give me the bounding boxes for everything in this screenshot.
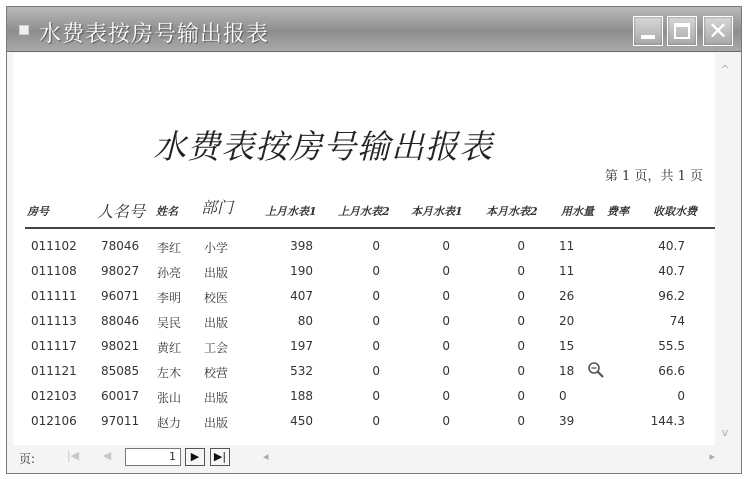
page-label: 页: xyxy=(19,452,36,466)
first-page-button[interactable]: |◀ xyxy=(66,449,80,462)
dept-cell: 出版 xyxy=(204,266,229,280)
person-id-cell: 78046 xyxy=(101,239,140,253)
dept-cell: 校医 xyxy=(204,291,229,305)
last-meter-1-cell: 80 xyxy=(297,314,313,328)
fee-cell: 144.3 xyxy=(650,414,685,428)
last-meter-2-cell: 0 xyxy=(372,289,380,303)
this-meter-1-cell: 0 xyxy=(442,339,450,353)
title-bar[interactable] xyxy=(7,7,741,52)
this-meter-1-cell: 0 xyxy=(442,389,450,403)
this-meter-1-cell: 0 xyxy=(442,264,450,278)
dept-cell: 校营 xyxy=(204,366,229,380)
last-meter-1-cell: 407 xyxy=(290,289,313,303)
scroll-up-icon[interactable]: ^ xyxy=(720,63,730,76)
room-cell: 012103 xyxy=(31,389,77,403)
fee-cell: 74 xyxy=(669,314,685,328)
this-meter-2-cell: 0 xyxy=(517,314,525,328)
room-cell: 011102 xyxy=(31,239,77,253)
name-cell: 赵力 xyxy=(157,416,182,430)
header-this-meter-1: 本月水表1 xyxy=(411,205,463,218)
name-cell: 李红 xyxy=(157,241,182,255)
usage-cell: 0 xyxy=(559,389,567,403)
header-rule xyxy=(25,227,715,229)
window-title: 水费表按房号输出报表 xyxy=(39,22,270,47)
this-meter-2-cell: 0 xyxy=(517,289,525,303)
last-meter-2-cell: 0 xyxy=(372,339,380,353)
report-rows xyxy=(13,235,715,435)
fee-cell: 40.7 xyxy=(658,239,685,253)
header-dept: 部门 xyxy=(201,198,234,217)
name-cell: 李明 xyxy=(157,291,182,305)
last-meter-1-cell: 398 xyxy=(290,239,313,253)
last-meter-1-cell: 188 xyxy=(290,389,313,403)
magnifier-icon xyxy=(587,361,605,379)
last-meter-2-cell: 0 xyxy=(372,389,380,403)
maximize-button[interactable] xyxy=(667,16,697,46)
column-header-row xyxy=(13,199,715,225)
vertical-scrollbar[interactable] xyxy=(715,53,735,445)
table-row xyxy=(13,385,715,410)
prev-page-button[interactable]: ◀ xyxy=(102,449,112,462)
window-menu-icon[interactable] xyxy=(19,25,29,35)
this-meter-1-cell: 0 xyxy=(442,414,450,428)
name-cell: 孙亮 xyxy=(157,266,182,280)
dept-cell: 出版 xyxy=(204,316,229,330)
this-meter-1-cell: 0 xyxy=(442,289,450,303)
scroll-left-icon[interactable]: ◂ xyxy=(263,450,269,463)
name-cell: 吴民 xyxy=(157,316,182,330)
close-button[interactable] xyxy=(703,16,733,46)
room-cell: 012106 xyxy=(31,414,77,428)
person-id-cell: 88046 xyxy=(101,314,140,328)
room-cell: 011111 xyxy=(31,289,77,303)
report-title: 水费表按房号输出报表 xyxy=(153,127,493,166)
report-page xyxy=(13,53,715,445)
this-meter-2-cell: 0 xyxy=(517,339,525,353)
last-meter-2-cell: 0 xyxy=(372,314,380,328)
table-row xyxy=(13,260,715,285)
table-row xyxy=(13,285,715,310)
scroll-right-icon[interactable]: ▸ xyxy=(709,450,715,463)
room-cell: 011121 xyxy=(31,364,77,378)
page-info: 第 1 页，共 1 页 xyxy=(604,169,703,184)
fee-cell: 96.2 xyxy=(658,289,685,303)
table-row xyxy=(13,235,715,260)
fee-cell: 40.7 xyxy=(658,264,685,278)
last-page-button[interactable]: ▶| xyxy=(210,448,230,466)
dept-cell: 小学 xyxy=(204,241,229,255)
name-cell: 黄红 xyxy=(157,341,182,355)
header-last-meter-2: 上月水表2 xyxy=(338,205,390,218)
usage-cell: 11 xyxy=(559,239,575,253)
fee-cell: 66.6 xyxy=(658,364,685,378)
usage-cell: 15 xyxy=(559,339,575,353)
header-rate: 费率 xyxy=(607,205,629,218)
this-meter-1-cell: 0 xyxy=(442,314,450,328)
page-number-input[interactable]: 1 xyxy=(125,448,181,466)
this-meter-2-cell: 0 xyxy=(517,239,525,253)
usage-cell: 11 xyxy=(559,264,575,278)
person-id-cell: 97011 xyxy=(101,414,140,428)
table-row xyxy=(13,410,715,435)
last-meter-1-cell: 532 xyxy=(290,364,313,378)
room-cell: 011117 xyxy=(31,339,77,353)
usage-cell: 18 xyxy=(559,364,575,378)
name-cell: 张山 xyxy=(157,391,182,405)
fee-cell: 0 xyxy=(677,389,685,403)
room-cell: 011113 xyxy=(31,314,77,328)
last-meter-1-cell: 190 xyxy=(290,264,313,278)
this-meter-1-cell: 0 xyxy=(442,364,450,378)
header-fee: 收取水费 xyxy=(653,205,697,218)
room-cell: 011108 xyxy=(31,264,77,278)
last-meter-2-cell: 0 xyxy=(372,364,380,378)
table-row xyxy=(13,335,715,360)
header-last-meter-1: 上月水表1 xyxy=(265,205,317,218)
report-window xyxy=(6,6,742,474)
header-person-id: 人名号 xyxy=(97,202,146,221)
person-id-cell: 85085 xyxy=(101,364,140,378)
dept-cell: 出版 xyxy=(204,391,229,405)
dept-cell: 出版 xyxy=(204,416,229,430)
this-meter-1-cell: 0 xyxy=(442,239,450,253)
person-id-cell: 60017 xyxy=(101,389,140,403)
person-id-cell: 98021 xyxy=(101,339,140,353)
close-icon: ✕ xyxy=(707,17,729,45)
table-row xyxy=(13,360,715,385)
this-meter-2-cell: 0 xyxy=(517,364,525,378)
person-id-cell: 96071 xyxy=(101,289,140,303)
minimize-button[interactable] xyxy=(633,16,663,46)
header-name: 姓名 xyxy=(156,205,178,218)
header-this-meter-2: 本月水表2 xyxy=(486,205,538,218)
last-meter-2-cell: 0 xyxy=(372,264,380,278)
header-room: 房号 xyxy=(27,205,49,218)
usage-cell: 26 xyxy=(559,289,575,303)
table-row xyxy=(13,310,715,335)
last-meter-1-cell: 197 xyxy=(290,339,313,353)
usage-cell: 20 xyxy=(559,314,575,328)
name-cell: 左木 xyxy=(157,366,182,380)
dept-cell: 工会 xyxy=(204,341,229,355)
this-meter-2-cell: 0 xyxy=(517,389,525,403)
next-page-button[interactable]: ▶ xyxy=(185,448,205,466)
this-meter-2-cell: 0 xyxy=(517,414,525,428)
last-meter-2-cell: 0 xyxy=(372,414,380,428)
record-navigation-bar xyxy=(13,445,735,469)
scroll-down-icon[interactable]: v xyxy=(721,426,729,439)
person-id-cell: 98027 xyxy=(101,264,140,278)
last-meter-1-cell: 450 xyxy=(290,414,313,428)
usage-cell: 39 xyxy=(559,414,575,428)
header-usage: 用水量 xyxy=(561,205,594,218)
this-meter-2-cell: 0 xyxy=(517,264,525,278)
last-meter-2-cell: 0 xyxy=(372,239,380,253)
fee-cell: 55.5 xyxy=(658,339,685,353)
